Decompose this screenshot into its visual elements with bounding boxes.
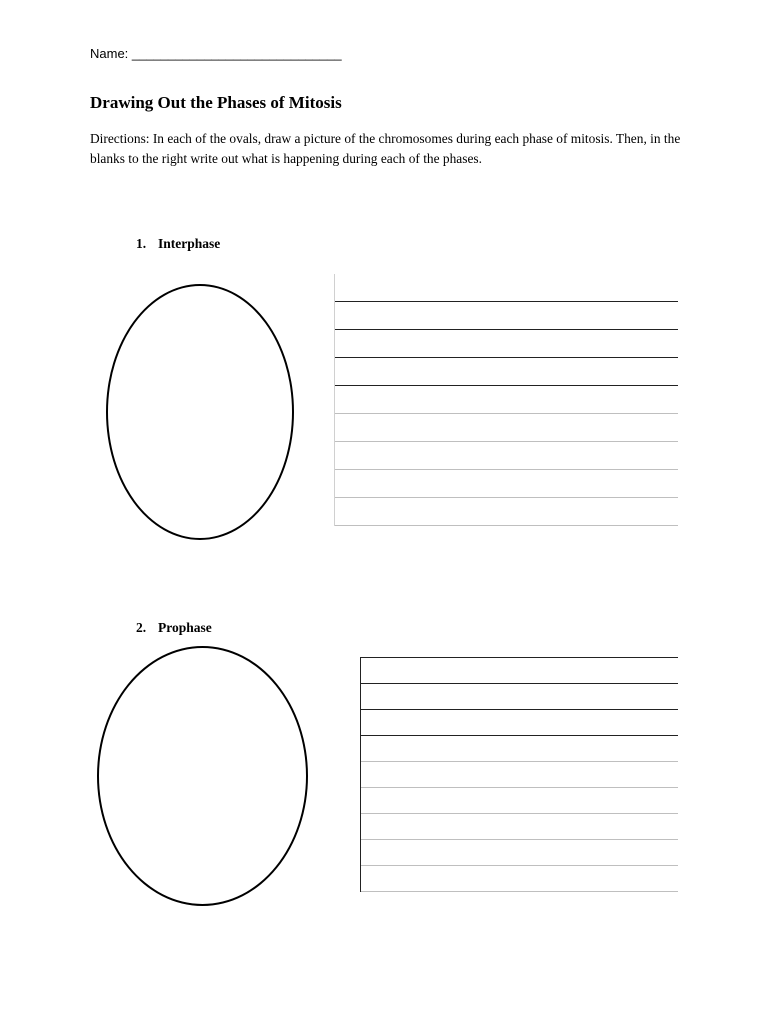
answer-lines-interphase[interactable] — [334, 274, 678, 526]
answer-lines-prophase[interactable] — [360, 657, 678, 892]
answer-line[interactable] — [361, 736, 678, 762]
answer-line[interactable] — [335, 498, 678, 526]
answer-line[interactable] — [335, 442, 678, 470]
answer-line[interactable] — [361, 840, 678, 866]
section-heading-interphase — [136, 236, 220, 252]
answer-line[interactable] — [361, 710, 678, 736]
answer-line[interactable] — [335, 274, 678, 302]
answer-line[interactable] — [335, 330, 678, 358]
answer-line[interactable] — [335, 414, 678, 442]
section-number: 2. — [136, 620, 147, 635]
section-heading-prophase — [136, 620, 212, 636]
directions-text: Directions: In each of the ovals, draw a picture of the chromosomes during each phase of mitosis. Then, in the blanks to the right write out what is happening during each of the phases. — [90, 131, 681, 166]
name-field[interactable] — [90, 46, 342, 61]
answer-line[interactable] — [361, 658, 678, 684]
answer-line[interactable] — [361, 684, 678, 710]
drawing-oval-interphase[interactable] — [106, 284, 294, 540]
section-number: 1. — [136, 236, 147, 251]
answer-line[interactable] — [361, 788, 678, 814]
answer-line[interactable] — [361, 866, 678, 892]
answer-line[interactable] — [335, 470, 678, 498]
section-label: Interphase — [158, 236, 221, 251]
section-label: Prophase — [158, 620, 212, 635]
answer-line[interactable] — [361, 762, 678, 788]
answer-line[interactable] — [335, 358, 678, 386]
answer-line[interactable] — [335, 302, 678, 330]
answer-line[interactable] — [335, 386, 678, 414]
name-blank[interactable]: _____________________________ — [131, 46, 342, 61]
name-label: Name: — [90, 46, 132, 61]
answer-line[interactable] — [361, 814, 678, 840]
worksheet-title: Drawing Out the Phases of Mitosis — [90, 93, 342, 112]
drawing-oval-prophase[interactable] — [97, 646, 308, 906]
